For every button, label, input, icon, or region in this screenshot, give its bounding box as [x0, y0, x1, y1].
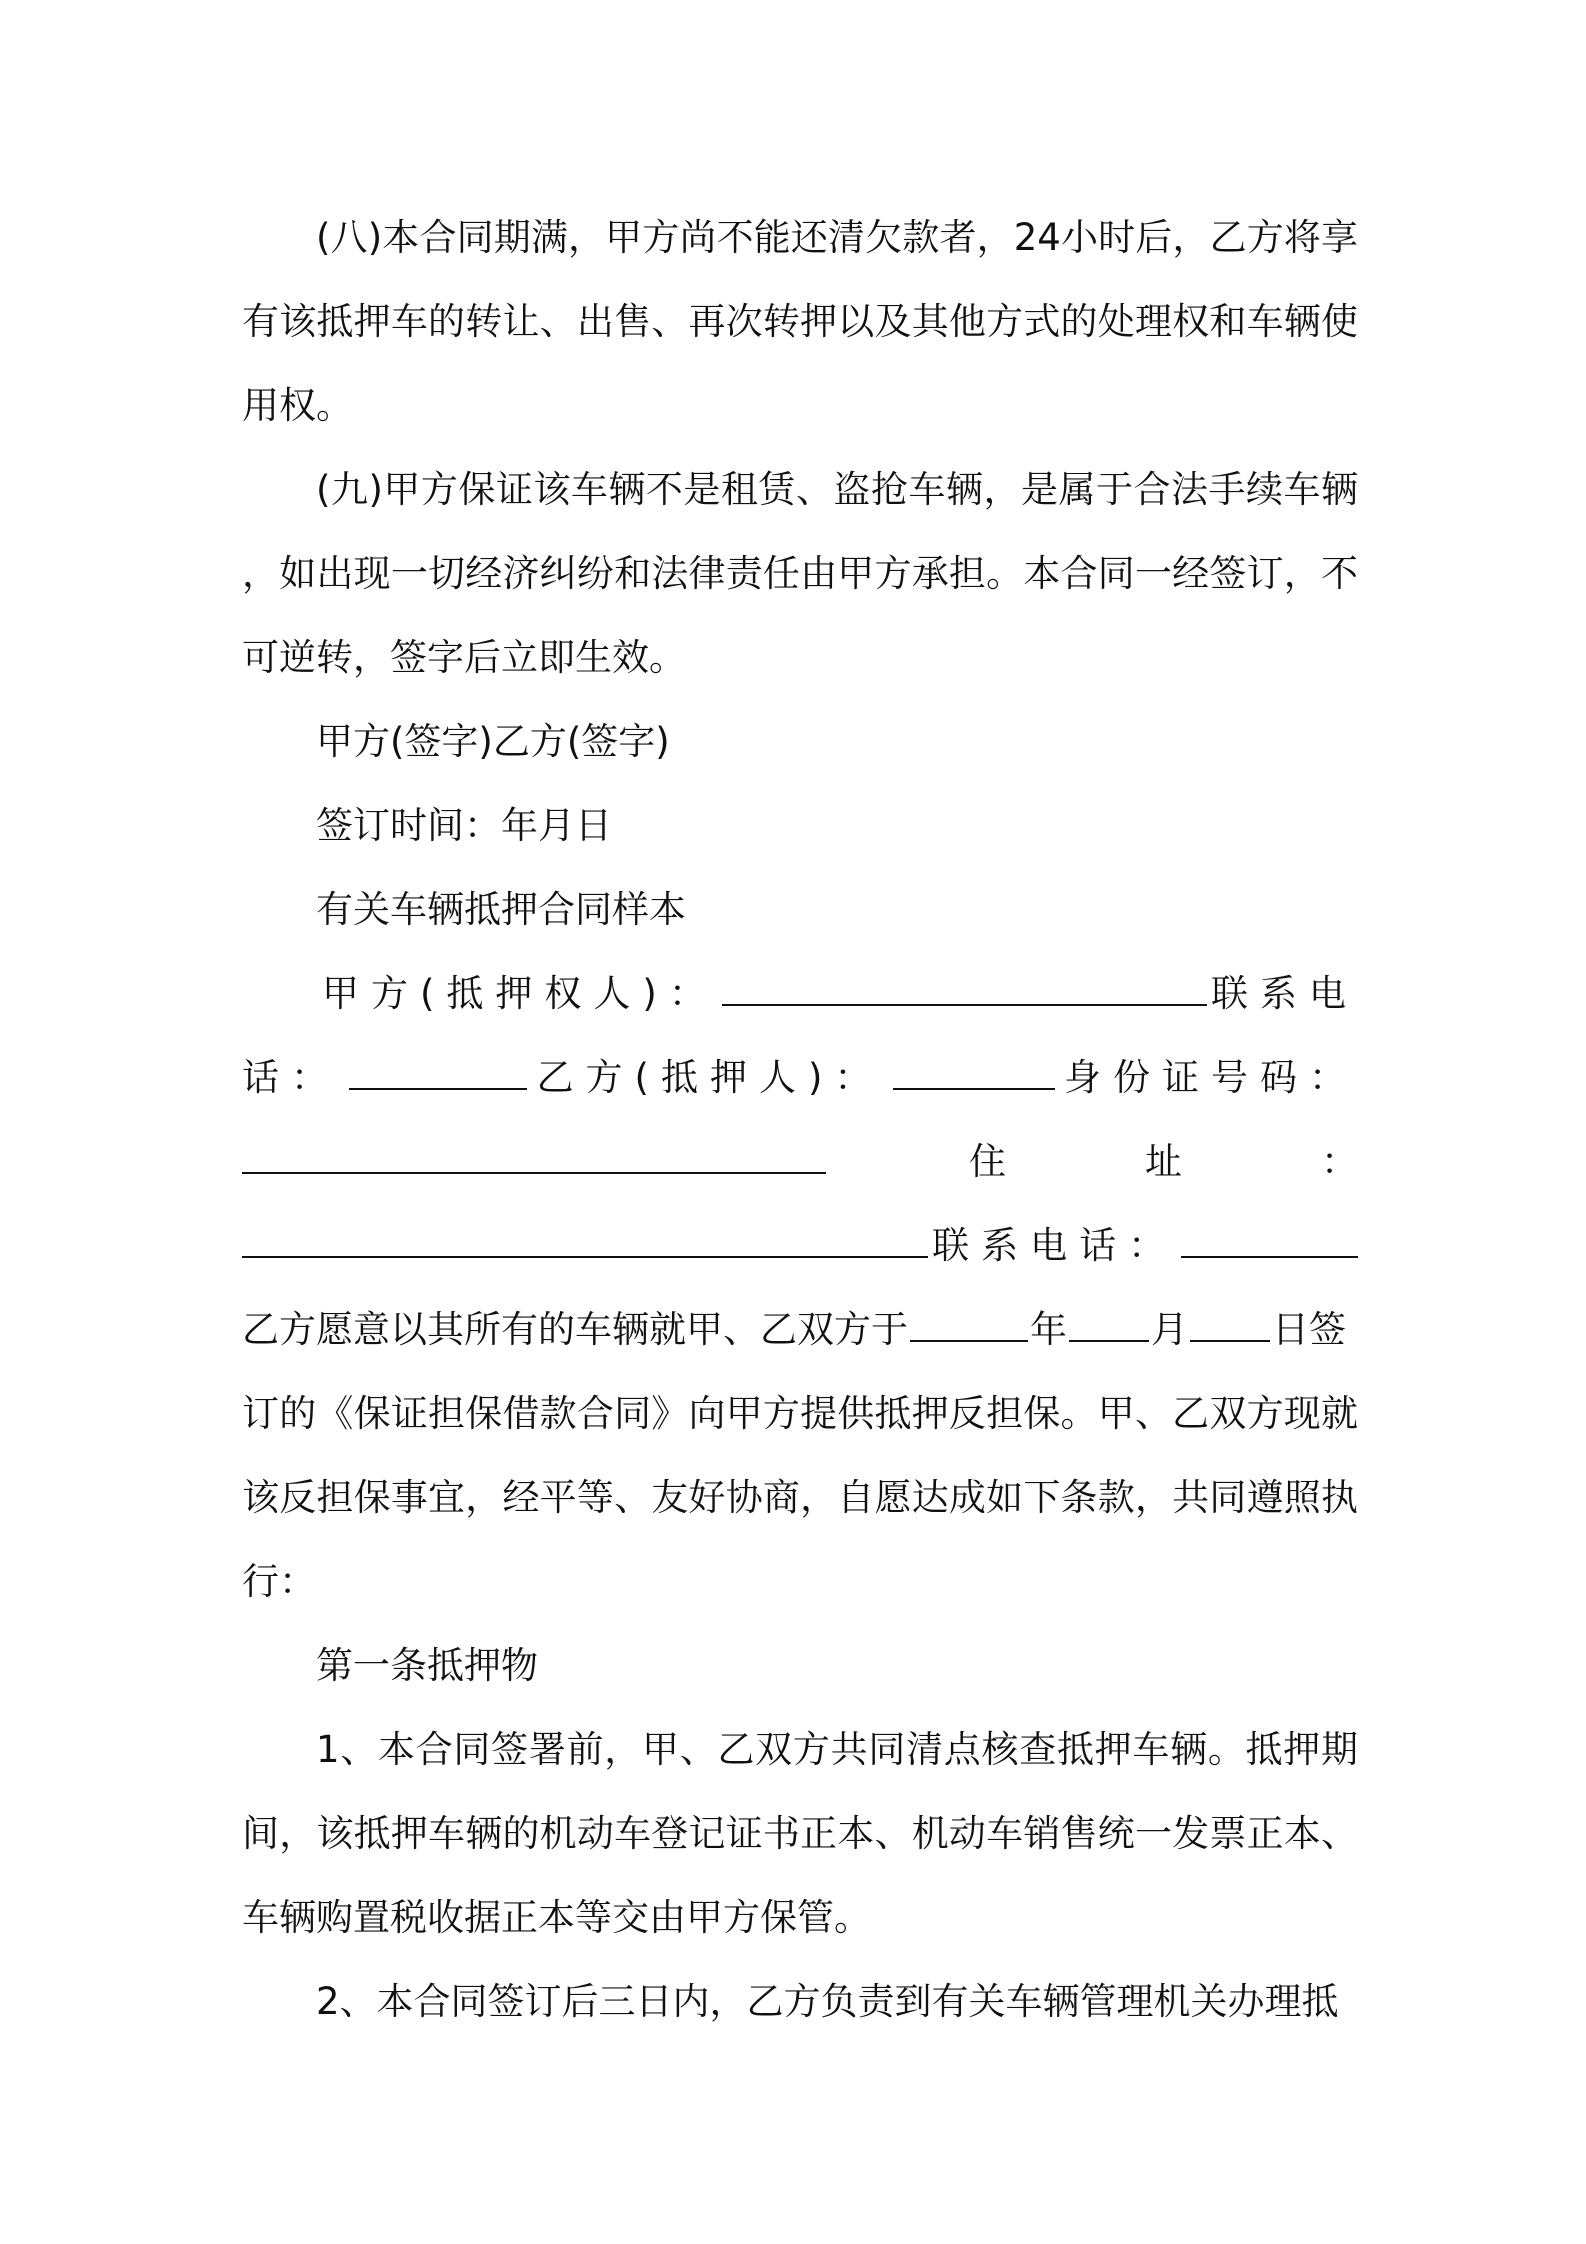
intro-prefix: 乙方愿意以其所有的车辆就甲、乙双方于: [242, 1308, 908, 1351]
address-blank[interactable]: [242, 1224, 928, 1258]
intro-year-label: 年: [1030, 1308, 1067, 1351]
party-a-line: [242, 952, 1358, 1036]
intro-day-sign-label: 日签: [1272, 1308, 1346, 1351]
sample-contract-title: 有关车辆抵押合同样本: [316, 888, 686, 931]
address-line: [242, 1120, 1358, 1204]
article-one-title: 第一条抵押物: [316, 1644, 538, 1687]
address-label-char-2: 址: [1145, 1140, 1182, 1183]
party-b-name-blank[interactable]: [893, 1056, 1055, 1090]
party-a-phone-blank[interactable]: [349, 1056, 527, 1090]
party-b-line: [242, 1036, 1358, 1120]
clause-one-paragraph: 1、本合同签署前，甲、乙双方共同清点核查抵押车辆。抵押期间，该抵押车辆的机动车登记证书正本、机动车销售统一发票正本、车辆购置税收据正本等交由甲方保管。: [242, 1728, 1358, 1939]
contact-phone-label-part2: 话：: [242, 1056, 340, 1099]
intro-year-blank[interactable]: [910, 1308, 1028, 1342]
signature-line: 甲方(签字)乙方(签字): [316, 720, 670, 763]
intro-date-line: [242, 1288, 1358, 1372]
contact-phone-label-part1: 联系电: [1211, 972, 1358, 1015]
intro-rest-paragraph: 订的《保证担保借款合同》向甲方提供抵押反担保。甲、乙双方现就该反担保事宜，经平等、友好协商，自愿达成如下条款，共同遵照执行：: [242, 1392, 1358, 1603]
id-number-blank[interactable]: [242, 1140, 826, 1174]
intro-month-label: 月: [1151, 1308, 1188, 1351]
address-label-char-1: 住: [969, 1140, 1006, 1183]
clause-two-paragraph: 2、本合同签订后三日内，乙方负责到有关车辆管理机关办理抵: [316, 1980, 1339, 2023]
party-a-name-blank[interactable]: [722, 972, 1207, 1006]
party-info-block: [242, 952, 1358, 1372]
party-b-label: 乙方(抵押人)：: [536, 1056, 884, 1099]
clause-nine-paragraph: (九)甲方保证该车辆不是租赁、盗抢车辆，是属于合法手续车辆，如出现一切经济纠纷和法律责任由甲方承担。本合同一经签订，不可逆转，签字后立即生效。: [242, 468, 1358, 679]
intro-day-blank[interactable]: [1190, 1308, 1270, 1342]
signing-date-line: 签订时间：年月日: [316, 804, 612, 847]
address-label-colon: ：: [1321, 1140, 1358, 1183]
party-b-phone-blank[interactable]: [1181, 1224, 1358, 1258]
intro-month-blank[interactable]: [1069, 1308, 1149, 1342]
party-b-contact-line: [242, 1204, 1358, 1288]
id-number-label: 身份证号码：: [1064, 1056, 1358, 1099]
party-a-label: 甲方(抵押权人)：: [322, 972, 718, 1015]
party-b-contact-phone-label: 联系电话：: [932, 1224, 1178, 1267]
document-body: [242, 196, 1358, 2044]
clause-eight-paragraph: (八)本合同期满，甲方尚不能还清欠款者，24小时后，乙方将享有该抵押车的转让、出售、再次转押以及其他方式的处理权和车辆使用权。: [242, 216, 1358, 427]
